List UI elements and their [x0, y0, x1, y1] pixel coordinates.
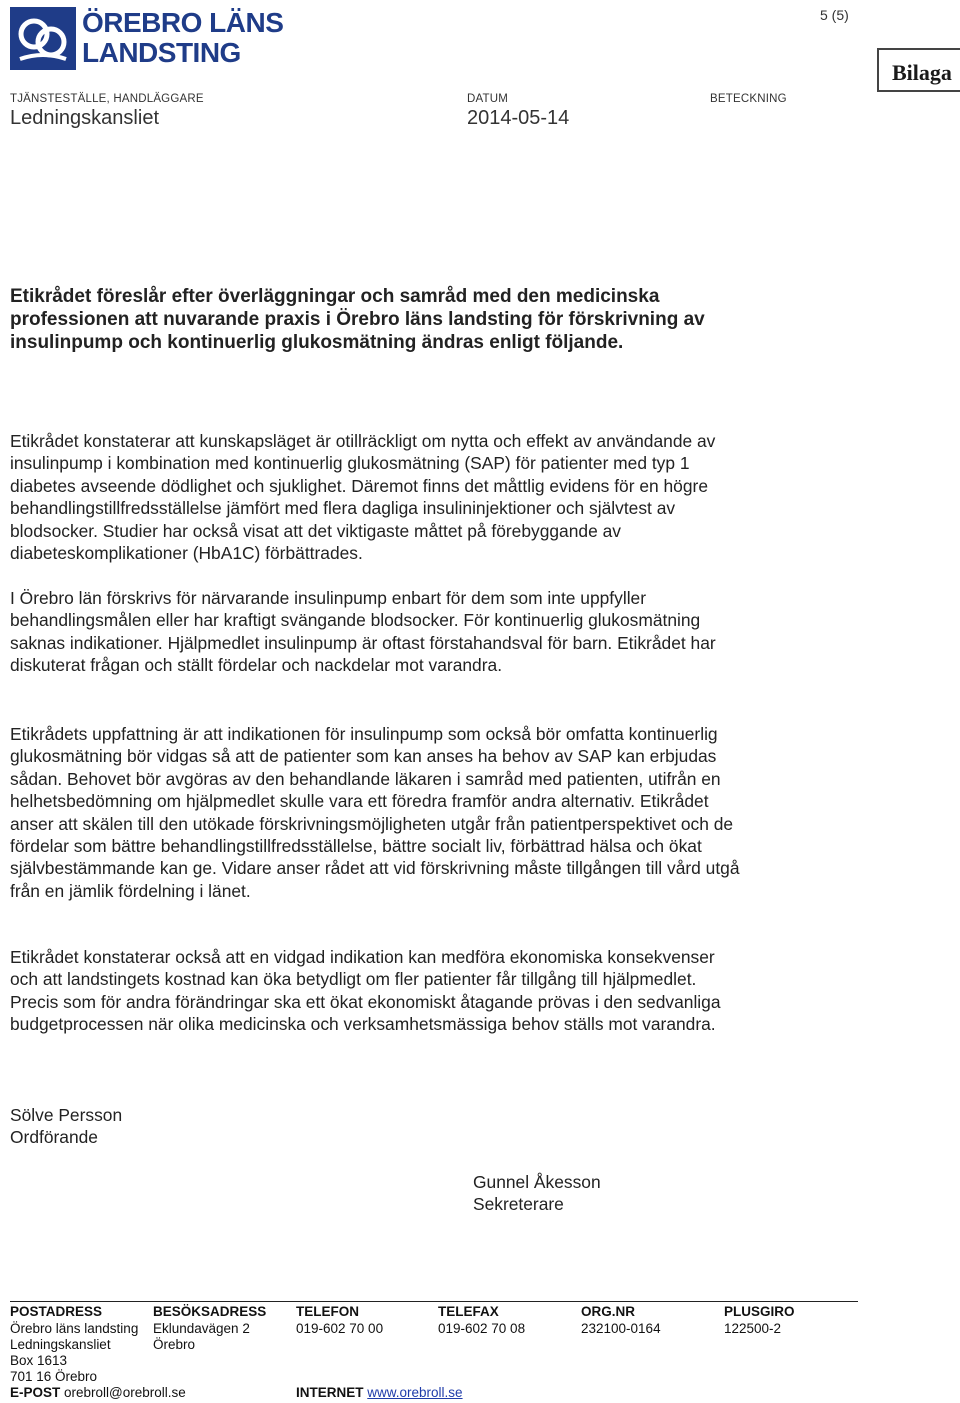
- footer-telefon-label: TELEFON: [296, 1304, 359, 1319]
- footer-orgnr-label: ORG.NR: [581, 1304, 635, 1319]
- unit-value: Ledningskansliet: [10, 107, 159, 129]
- footer-telefax: 019-602 70 08: [438, 1321, 526, 1336]
- besoksadress-line: Eklundavägen 2: [153, 1321, 250, 1336]
- footer-postadress: [10, 1321, 138, 1385]
- footer-postadress-label: POSTADRESS: [10, 1304, 103, 1319]
- logo-wordmark: [82, 8, 283, 68]
- footer-epost: [10, 1385, 186, 1401]
- internet-label: INTERNET: [296, 1385, 364, 1400]
- footer-divider: [10, 1301, 858, 1302]
- bilaga-tag: Bilaga: [877, 48, 960, 92]
- footer-plusgiro-label: PLUSGIRO: [724, 1304, 795, 1319]
- secretary-name: Gunnel Åkesson: [473, 1172, 601, 1192]
- footer-besoksadress: [153, 1321, 250, 1353]
- unit-label: TJÄNSTESTÄLLE, HANDLÄGGARE: [10, 93, 204, 105]
- postadress-line: Örebro läns landsting: [10, 1321, 139, 1336]
- logo-line-1: ÖREBRO LÄNS: [82, 7, 284, 38]
- footer-plusgiro: 122500-2: [724, 1321, 782, 1336]
- footer-telefon: 019-602 70 00: [296, 1321, 384, 1336]
- secretary-signature: [473, 1171, 601, 1216]
- paragraph-2: I Örebro län förskrivs för närvarande insulinpump enbart för dem som inte uppfyller behandlingsmålen eller har kraftigt svängande blodsocker. För kontinuerlig glukosmätning saknas indikationer. Hjälpmedlet insulinpump är oftast förstahandsval för barn. Etikrådet har diskuterat frågan och ställt fördelar och nackdelar mot varandra.: [10, 588, 716, 676]
- footer-orgnr: 232100-0164: [581, 1321, 661, 1336]
- logo-line-2: LANDSTING: [82, 37, 241, 68]
- chair-name: Sölve Persson: [10, 1105, 123, 1125]
- postadress-line: 701 16 Örebro: [10, 1369, 98, 1384]
- secretary-title: Sekreterare: [473, 1194, 564, 1215]
- epost-label: E-POST: [10, 1385, 61, 1400]
- paragraph-1: Etikrådet konstaterar att kunskapsläget är otillräckligt om nytta och effekt av användande av insulinpump i kombination med kontinuerlig glukosmätning (SAP) för patienter med typ 1 diabetes avseende dödlighet och sjuklighet. Däremot finns det måttlig evidens för en högre behandlingstillfredsställelse jämfört med flera dagliga insulininjektioner och självtest av blodsocker. Studier har också visat att det viktigaste måttet på förebyggande av diabeteskomplikationer (HbA1C) förbättrades.: [10, 431, 716, 564]
- landsting-logo-icon: [10, 7, 76, 70]
- chair-signature: [10, 1104, 122, 1149]
- lead-paragraph: Etikrådet föreslår efter överläggningar och samråd med den medicinska professionen att nuvarande praxis i Örebro läns landsting för förskrivning av insulinpump och kontinuerlig glukosmätning ändras enligt följande.: [10, 286, 705, 353]
- paragraph-3: Etikrådets uppfattning är att indikationen för insulinpump som också bör omfatta kontinuerlig glukosmätning bör vidgas så att de patienter som kan anses ha behov av SAP kan erbjudas sådan. Behovet bör avgöras av den behandlande läkaren i samråd med patienten, utifrån en helhetsbedömning om hjälpmedlet skulle vara ett föredra framför andra alternativ. Etikrådet anser att skälen till den utökade förskrivningsmöjligheten utgår från patientperspektivet och de fördelar som bättre behandlingstillfredsställelse, bättre socialt liv, förbättrad hälsa och ökat självbestämmande kan ge. Vidare anser rådet att vid förskrivning måste tillgången till vård utgå från en jämlik fördelning i länet.: [10, 724, 740, 901]
- footer-telefax-label: TELEFAX: [438, 1304, 499, 1319]
- footer-besoksadress-label: BESÖKSADRESS: [153, 1304, 267, 1319]
- date-value: 2014-05-14: [467, 107, 570, 129]
- paragraph-4: Etikrådet konstaterar också att en vidgad indikation kan medföra ekonomiska konsekvenser och att landstingets kostnad kan öka betydligt om fler patienter får tillgång till hjälpmedlet. Precis som för andra förändringar ska ett ökat ekonomiskt åtagande prövas i den sedvanliga budgetprocessen när olika medicinska och verksamhetsmässiga behov ställs mot varandra.: [10, 947, 721, 1035]
- chair-title: Ordförande: [10, 1127, 98, 1148]
- date-label: DATUM: [467, 93, 509, 105]
- reference-label: BETECKNING: [710, 93, 787, 105]
- besoksadress-line: Örebro: [153, 1337, 196, 1352]
- internet-link[interactable]: www.orebroll.se: [367, 1385, 463, 1400]
- footer-internet: [296, 1385, 463, 1401]
- postadress-line: Ledningskansliet: [10, 1337, 111, 1352]
- page-number: 5 (5): [820, 7, 849, 23]
- postadress-line: Box 1613: [10, 1353, 68, 1368]
- epost-value: orebroll@orebroll.se: [64, 1385, 186, 1400]
